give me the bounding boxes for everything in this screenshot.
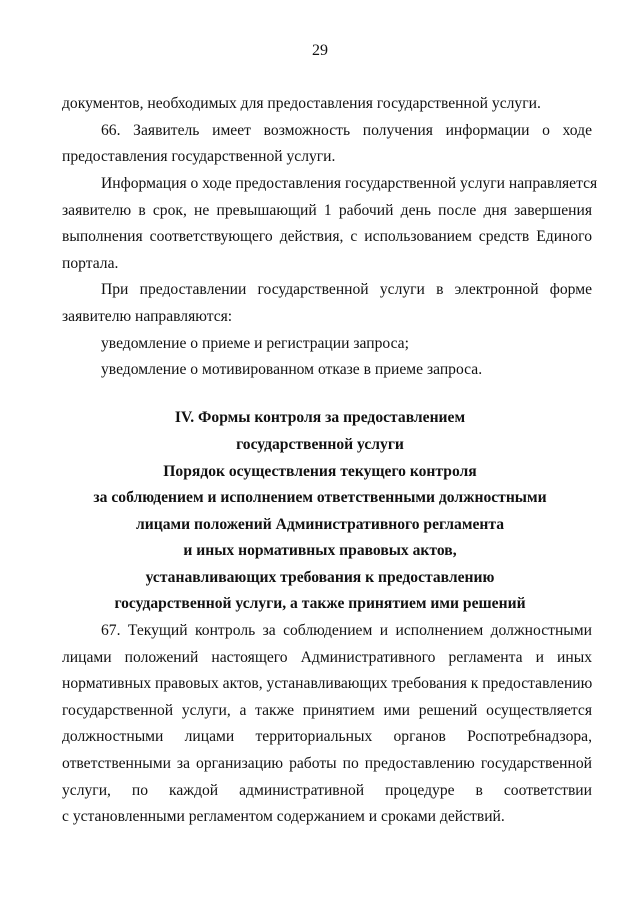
text-line: уведомление о приеме и регистрации запроса; [101,335,409,352]
text-line: заявителю направляются: [62,308,233,325]
text-line: При предоставлении государственной услуги в электронной форме [101,281,592,298]
text-line: 66. Заявитель имеет возможность получения информации о ходе [101,122,592,139]
text-line: с установленными регламентом содержанием и сроками действий. [62,808,505,825]
section-heading-line: государственной услуги [236,436,404,453]
section-heading-line: устанавливающих требования к предоставлению [145,569,495,586]
section-heading-line: государственной услуги, а также принятием ими решений [114,595,526,612]
text-line: нормативных правовых актов, устанавливающих требования к предоставлению [62,675,593,692]
text-line: предоставления государственной услуги. [62,148,336,165]
text-line: государственной услуги, а также принятием ими решений осуществляется [62,702,592,719]
section-heading-line: за соблюдением и исполнением ответственными должностными [93,489,547,506]
section-heading-line: и иных нормативных правовых актов, [183,542,457,559]
text-line: уведомление о мотивированном отказе в приеме запроса. [101,361,483,378]
page-number: 29 [312,42,328,59]
text-line: Информация о ходе предоставления государственной услуги направляется [101,175,598,192]
section-heading-line: лицами положений Административного регламента [135,516,505,533]
text-line: портала. [62,255,119,272]
text-line: должностными лицами территориальных органов Роспотребнадзора, [62,728,592,745]
text-line: лицами положений настоящего Административного регламента и иных [62,649,592,666]
section-heading-line: IV. Формы контроля за предоставлением [174,409,466,426]
section-heading-line: Порядок осуществления текущего контроля [163,463,477,480]
text-line: 67. Текущий контроль за соблюдением и исполнением должностными [101,622,592,639]
text-line: заявителю в срок, не превышающий 1 рабочий день после дня завершения [62,202,592,219]
text-line: документов, необходимых для предоставления государственной услуги. [62,95,541,112]
text-line: выполнения соответствующего действия, с использованием средств Единого [62,228,592,245]
text-line: ответственными за организацию работы по предоставлению государственной [62,755,592,772]
text-line: услуги, по каждой административной процедуре в соответствии [62,782,592,799]
